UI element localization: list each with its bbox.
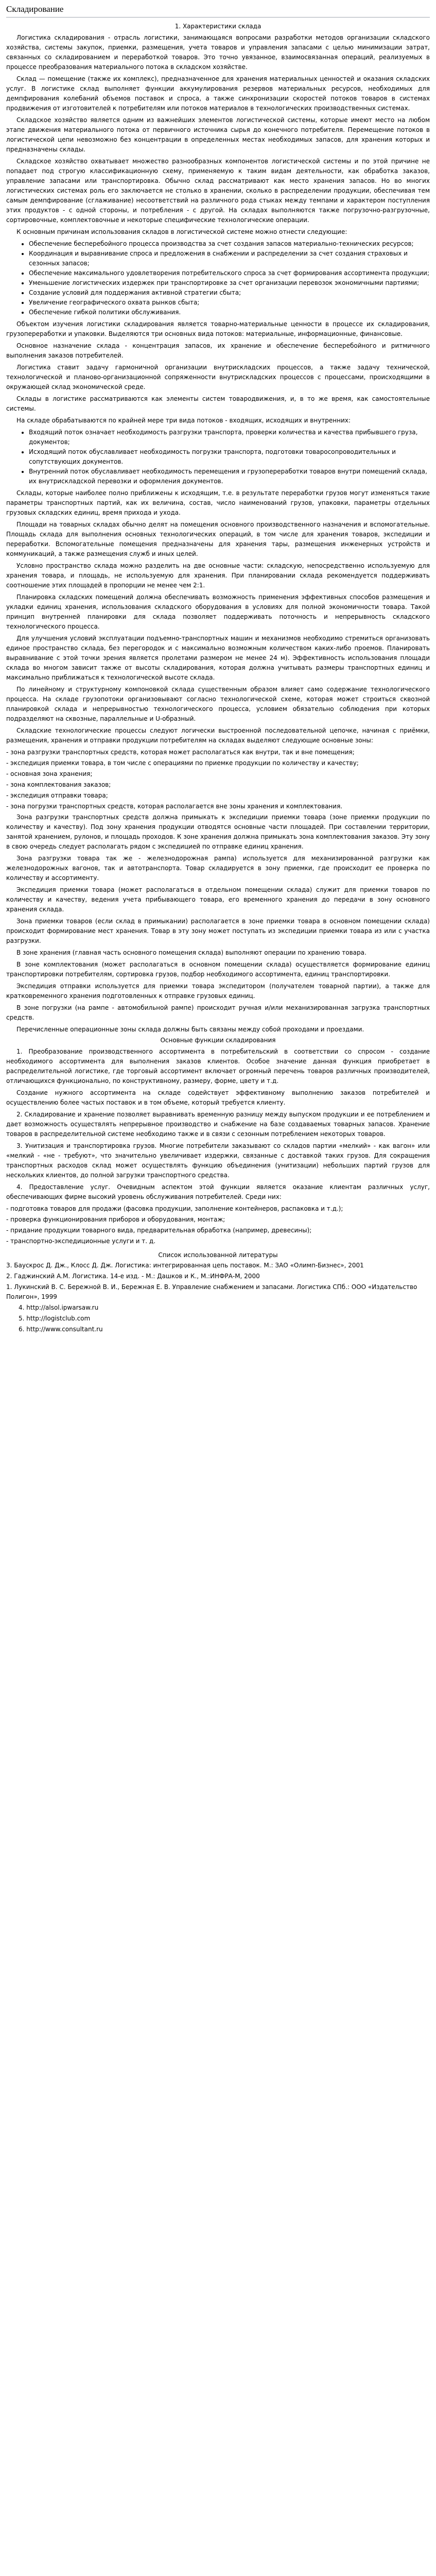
bibliography-list: [6, 1261, 430, 1334]
paragraph: 3. Унитизация и транспортировка грузов. Многие потребители заказывают со складов партии «мелкий» - как вагон» или «мелкий - «не - требуют», что значительно увеличивает издержки, связанные с доставкой таких грузов. Для сокращения транспортных расходов склад может осуществлять функцию объединения (унитизации) небольших партий грузов для нескольких клиентов, до полной загрузки транспортного средства.: [6, 1142, 430, 1179]
list-item: - основная зона хранения;: [6, 770, 93, 777]
page-title: Складирование: [6, 4, 430, 18]
bibliography-link[interactable]: 4. http://alsol.ipwarsaw.ru: [19, 1304, 99, 1311]
paragraph: Логистика ставит задачу гармоничной организации внутрискладских процессов, а также задачу технической, технологической и планово-организационной сопряженности внутрискладских процессов с процессами, происходящими в окружающей склад экономической среде.: [6, 364, 430, 391]
paragraph: Склад — помещение (также их комплекс), предназначенное для хранения материальных ценностей и оказания складских услуг. В логистике склад выполняет функции аккумулирования резервов материальных ресурсов, необходимых для демпфирования колебаний объемов поставок и спроса, а также синхронизации скоростей потоков товаров в системах продвижения от изготовителей к потребителям или потоков материалов в технологических производственных системах.: [6, 75, 430, 112]
paragraph: Объектом изучения логистики складирования является товарно-материальные ценности в процессе их складирования, грузопереработки и упаковки. Выделяются три основных вида потоков: материальные, информационные, финансовые.: [6, 320, 430, 337]
bibliography-link[interactable]: 6. http://www.consultant.ru: [19, 1326, 103, 1333]
paragraph: Площади на товарных складах обычно делят на помещения основного производственного назначения и вспомогательные. Площадь склада для выполнения основных технологических операций, в том числе для хранения товаров, экспедиции и переработки. Вспомогательные помещения предназначены для хранения тары, размещения инженерных устройств и коммуникаций, а также размещения служб и иных целей.: [6, 521, 430, 557]
list-item: • Внутренний поток обуславливает необходимость перемещения и грузопереработки товаров внутри помещений склада, их внутрискладской перевозки и оформления документов.: [29, 467, 430, 486]
paragraph: В зоне погрузки (на рампе - автомобильной рампе) происходит ручная и/или механизированная загрузка транспортных средств.: [6, 1004, 430, 1021]
list-item: • Входящий поток означает необходимость разгрузки транспорта, проверки количества и качества прибывшего груза, документов;: [29, 428, 430, 447]
zone-list: [6, 748, 430, 811]
bibliography-item: 1. Лукинский В. С. Бережной В. И., Бережная Е. В. Управление снабжением и запасами. Логистика СПб.: ООО «Издательство Полигон», 1999: [6, 1283, 417, 1300]
paragraph: 4. Предоставление услуг. Очевидным аспектом этой функции является оказание клиентам различных услуг, обеспечивающих фирме высокий уровень обслуживания потребителей. Среди них:: [6, 1183, 430, 1200]
paragraph: 2. Складирование и хранение позволяет выравнивать временную разницу между выпуском продукции и ее потреблением и дает возможность осуществлять непрерывное производство и снабжение на базе создаваемых товарных запасов. Хранение товаров в распределительной системе необходимо также и в связи с сезонным потреблением некоторых товаров.: [6, 1111, 430, 1138]
paragraph: Перечисленные операционные зоны склада должны быть связаны между собой проходами и проездами.: [16, 1026, 364, 1033]
paragraph: Зона разгрузки товара так же - железнодорожная рампа) используется для механизированной разгрузки как железнодорожных вагонов, так и автотранспорта. Товар складируется в зону приемки, где происходит ее проверка по количеству и ассортименту.: [6, 855, 430, 882]
paragraph: Для улучшения условий эксплуатации подъемно-транспортных машин и механизмов необходимо стремиться организовать единое пространство склада, без перегородок и с максимально возможным количеством каких-либо проемов. Планировать выравнивание с этой точки зрения является пролетами размером не менее 24 м). Эффективность использования площади склада во многом зависит также от высоты складирования, которая должна учитывать размеры транспортных единиц и максимально приближаться к технологической высоте склада.: [6, 635, 430, 681]
bullet-list: [6, 239, 430, 317]
paragraph: Складское хозяйство является одним из важнейших элементов логистической системы, которые имеют место на любом этапе движения материального потока от первичного источника сырья до конечного потребителя. Перемещение потоков в логистической цепи невозможно без концентрации в определенных местах необходимых запасов, для хранения которых и предназначены склады.: [6, 116, 430, 153]
list-item: - транспортно-экспедиционные услуги и т. д.: [6, 1238, 156, 1245]
list-item: - экспедиция приемки товара, в том числе с операциями по приемке продукции по количеству и качеству;: [6, 759, 359, 767]
bibliography-heading: Список использованной литературы: [158, 1251, 278, 1259]
list-item: - придание продукции товарного вида, предварительная обработка (например, древесины);: [6, 1227, 312, 1234]
paragraph: Зона приемки товаров (если склад в примыкании) располагается в зоне приемки товара в основном помещении склада) происходит формирование мест хранения. Товар в эту зону может поступать из экспедиции приемки товара из или с участка разгрузки.: [6, 918, 430, 944]
paragraph: 1. Преобразование производственного ассортимента в потребительский в соответствии со спросом - создание необходимого ассортимента для выполнения заказов клиентов. Особое значение данная функция приобретает в распределительной логистике, где торговый ассортимент включает огромный перечень товаров различных производителей, отличающихся функционально, по конструктивному, размеру, форме, цвету и т.д.: [6, 1048, 430, 1084]
paragraph: Зона разгрузки транспортных средств должна примыкать к экспедиции приемки товара (зоне приемки продукции по количеству и качеству). Под зону хранения продукции отводятся основные части площадей. При составлении территории, занятой хранением, рулонов, и площадь проходов. К зоне хранения должна примыкать зона комплектования заказов. Эту зону в свою очередь следует располагать рядом с экспедицией по отправке единиц хранения.: [6, 814, 430, 850]
list-item: - экспедиция отправки товара;: [6, 792, 108, 799]
list-item: - зона комплектования заказов;: [6, 781, 111, 788]
paragraph: К основным причинам использования складов в логистической системе можно отнести следующие:: [16, 228, 347, 235]
paragraph: Экспедиция отправки используется для приемки товара экспедитором (получателем товарной партии), а также для кратковременного хранения подготовленных к отправке грузовых единиц.: [6, 982, 430, 999]
paragraph: Основное назначение склада - концентрация запасов, их хранение и обеспечение бесперебойного и ритмичного выполнения заказов потребителей.: [6, 342, 430, 359]
list-item: - проверка функционирования приборов и оборудования, монтаж;: [6, 1216, 225, 1223]
section-heading: Основные функции складирования: [160, 1037, 276, 1044]
paragraph: Создание нужного ассортимента на складе содействует эффективному выполнению заказов потребителей и осуществлению более частых поставок и в том объеме, который требуется клиенту.: [6, 1089, 430, 1106]
bibliography-item: 2. Гаджинский А.М. Логистика. 14-е изд. - М.: Дашков и К., М.:ИНФРА-М, 2000: [6, 1273, 260, 1280]
section-heading: 1. Характеристики склада: [175, 23, 261, 30]
paragraph: На складе обрабатываются по крайней мере три вида потоков - входящих, исходящих и внутренних:: [16, 417, 351, 424]
list-item: • Обеспечение гибкой политики обслуживания.: [29, 308, 430, 317]
paragraph: Складское хозяйство охватывает множество разнообразных компонентов логистической системы и по этой причине не попадает под строгую классификационную схему, применяемую к таким видам деятельности, как обработка заказов, управление запасами или транспортировка. Обычно склад рассматривают как место хранения запасов. Но во многих логистических системах роль его заключается не столько в хранении, сколько в распределении продукции, обеспечивая тем самым демпфирование (сглаживание) несоответствий на различного рода стыках между темпами и характером поступления этих продуктов - с одной стороны, и потребления - с другой. На складах выполняются также погрузочно-разгрузочные, сортировочные, комплектовочные и некоторые специфические технологические операции.: [6, 158, 430, 224]
paragraph: Планировка складских помещений должна обеспечивать возможность применения эффективных способов размещения и укладки единиц хранения, использования складского оборудования в условиях для полной экономичности товара. Такой принцип внутренней планировки для склада позволяет поддерживать поточность и непрерывность складского технологического процесса.: [6, 594, 430, 630]
bibliography-item: 3. Баускрос Д. Дж., Клосс Д. Дж. Логистика: интегрированная цепь поставок. М.: ЗАО «Олимп-Бизнес», 2001: [6, 1262, 364, 1269]
list-item: - подготовка товаров для продажи (фасовка продукции, заполнение контейнеров, распаковка и т.д.);: [6, 1205, 343, 1212]
paragraph: В зоне комплектования (может располагаться в основном помещении склада) осуществляется формирование единиц транспортировки потребителям, сортировка грузов, подбор необходимого ассортимента, единиц транспортировки.: [6, 961, 430, 978]
paragraph: Логистика складирования - отрасль логистики, занимающаяся вопросами разработки методов организации складского хозяйства, системы закупок, приемки, размещения, учета товаров и управления запасами с целью минимизации затрат, связанных со складированием и переработкой товаров. Это точно увязанное, взаимосвязанная операций, реализуемых в процессе преобразования материального потока в складском хозяйстве.: [6, 34, 430, 71]
list-item: • Обеспечение бесперебойного процесса производства за счет создания запасов материально-технических ресурсов;: [29, 239, 430, 249]
list-item: • Уменьшение логистических издержек при транспортировке за счет организации перевозок экономичными партиями;: [29, 278, 430, 288]
paragraph: Складские технологические процессы следуют логически выстроенной последовательной цепочке, начиная с приёмки, размещения, хранения и отправки продукции потребителям на складах выделяют следующие основные зоны:: [6, 727, 430, 744]
list-item: • Создание условий для поддержания активной стратегии сбыта;: [29, 288, 430, 298]
paragraph: Склады в логистике рассматриваются как элементы систем товародвижения, и, в то же время, как самостоятельные системы.: [6, 395, 430, 412]
paragraph: Условно пространство склада можно разделить на две основные части: складскую, непосредственно используемую для хранения товара, и площадь, не используемую для хранения. При планировании склада рекомендуется поддерживать соотношение этих площадей в пропорции не менее чем 2:1.: [6, 562, 430, 589]
paragraph: В зоне хранения (главная часть основного помещения склада) выполняют операции по хранению товара.: [16, 949, 367, 956]
paragraph: Склады, которые наиболее полно приближены к исходящим, т.е. в результате переработки грузов могут изменяться такие параметры транспортных партий, как их величина, состав, число наименований грузов, упаковки, параметры отдельных грузовых складских единиц, время прихода и ухода.: [6, 489, 430, 516]
bibliography-link[interactable]: 5. http://logistclub.com: [19, 1315, 91, 1322]
list-item: • Координация и выравнивание спроса и предложения в снабжении и распределении за счет создания страховых и сезонных запасов;: [29, 249, 430, 268]
list-item: • Увеличение географического охвата рынков сбыта;: [29, 298, 430, 308]
list-item: - зона погрузки транспортных средств, которая располагается вне зоны хранения и комплектования.: [6, 803, 343, 810]
paragraph: По линейному и структурному компоновкой склада существенным образом влияет само содержание технологического процесса. На складе грузопотоки организовывают согласно технологической схеме, которая может строиться сквозной планировкой склада и непрерывностью технологического процесса, условием обязательно соблюдения при которых подразделяют на сквозные, параллельные и U-образный.: [6, 686, 430, 722]
list-item: • Исходящий поток обуславливает необходимость погрузки транспорта, подготовки товаросопроводительных и сопутствующих документов.: [29, 447, 430, 467]
paragraph: Экспедиция приемки товара (может располагаться в отдельном помещении склада) служит для приемки товаров по количеству и качеству, ведения учета прибывающего товара, его временного хранения до передачи в зону основного хранения склада.: [6, 886, 430, 913]
bullet-list: [6, 428, 430, 486]
list-item: • Обеспечение максимального удовлетворения потребительского спроса за счет формирования ассортимента продукции;: [29, 268, 430, 278]
list-item: - зона разгрузки транспортных средств, которая может располагаться как внутри, так и вне помещения;: [6, 749, 355, 756]
